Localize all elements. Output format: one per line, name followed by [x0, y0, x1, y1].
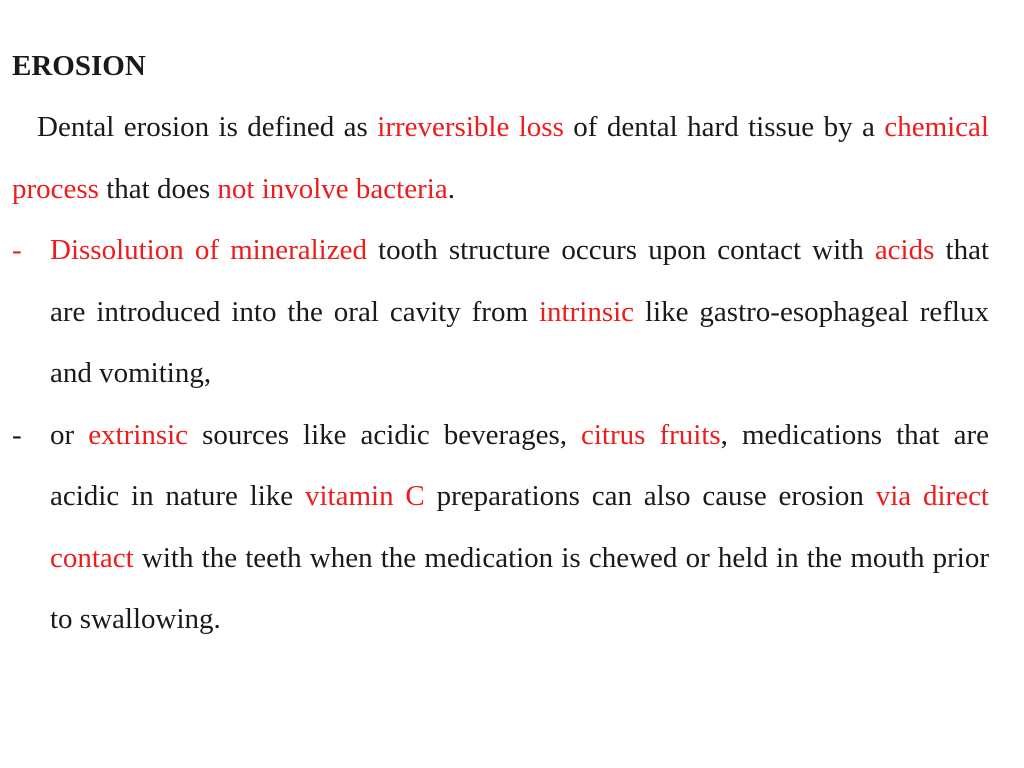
- highlight-intrinsic: intrinsic: [538, 295, 635, 328]
- highlight-dissolution: Dissolution of mineralized: [50, 234, 367, 266]
- bullet-item-intrinsic: [12, 220, 989, 405]
- highlight-extrinsic: extrinsic: [88, 418, 189, 451]
- bullet-text: tooth structure occurs upon contact with: [367, 234, 875, 266]
- bullet-text: like gastro-esophageal reflux and vomiting,: [50, 295, 989, 389]
- highlight-citrus-fruits: citrus fruits: [581, 418, 721, 451]
- highlight-vitamin-c: vitamin C: [305, 480, 425, 512]
- bullet-dash-marker: -: [12, 234, 22, 266]
- slide-title: EROSION: [12, 50, 146, 82]
- intro-text-2: of dental hard tissue by a: [563, 111, 885, 143]
- intro-text-4: .: [447, 172, 455, 205]
- bullet-item-extrinsic: [12, 405, 989, 651]
- highlight-not-involve-bacteria: not involve bacteria: [217, 172, 448, 205]
- highlight-acids: acids: [874, 234, 935, 266]
- intro-text-3: that does: [98, 172, 218, 205]
- slide-body: [12, 97, 989, 651]
- bullet-text: preparations can also cause erosion: [424, 480, 876, 512]
- bullet-text: , medications that are acidic in nature like: [50, 418, 989, 512]
- bullet-text: sources like acidic beverages,: [188, 418, 581, 451]
- bullet-text: or: [50, 418, 89, 451]
- bullet-text: with the teeth when the medication is chewed or held in the mouth prior to swallowing.: [50, 541, 989, 635]
- intro-text-1: Dental erosion is defined as: [37, 111, 378, 143]
- bullet-text: that are introduced into the oral cavity from: [50, 234, 989, 328]
- highlight-irreversible-loss: irreversible loss: [377, 111, 564, 143]
- highlight-chemical-process: chemical process: [12, 111, 989, 205]
- highlight-via-direct-contact: via direct contact: [50, 480, 989, 574]
- intro-paragraph: [12, 97, 989, 220]
- bullet-dash-marker: -: [12, 418, 22, 451]
